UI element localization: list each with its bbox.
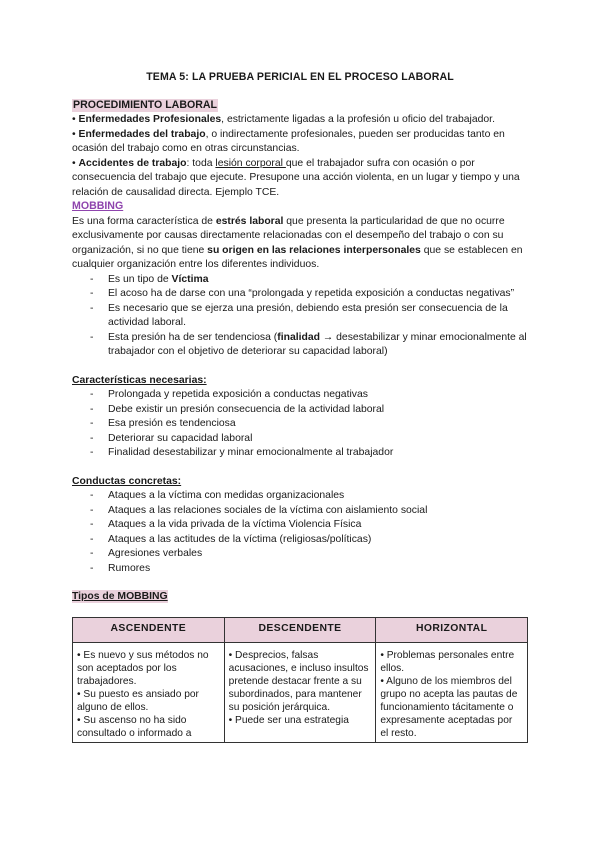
caracteristicas-list — [72, 388, 528, 461]
cell-descendente: • Desprecios, falsas acusaciones, e incluso insultos pretende destacar frente a su subordinados, para mantener su posición jerárquica. • Puede ser una estrategia — [224, 642, 376, 742]
column-header-horizontal: HORIZONTAL — [376, 617, 528, 642]
mobbing-intro: Es una forma característica de estrés laboral que presenta la particularidad de que no ocurre exclusivamente por causas directamente relacionadas con el desempeño del trabajo o con su organización, si no que tiene su origen en las relaciones interpersonales que se establecen en cualquier organización entre los diferentes individuos. — [72, 215, 523, 270]
list-item: - Debe existir un presión consecuencia de la actividad laboral — [90, 403, 385, 415]
list-item: - Prolongada y repetida exposición a conductas negativas — [90, 389, 368, 400]
conductas-list — [72, 489, 528, 576]
list-item: - El acoso ha de darse con una “prolongada y repetida exposición a conductas negativas” — [90, 288, 515, 299]
list-item: - Ataques a las relaciones sociales de la víctima con aislamiento social — [90, 504, 428, 516]
column-header-descendente: DESCENDENTE — [224, 617, 376, 642]
list-item: - Deteriorar su capacidad laboral — [90, 432, 253, 444]
item-term: Accidentes de trabajo — [78, 157, 187, 169]
mobbing-points — [72, 273, 528, 360]
procedimiento-item: • Enfermedades Profesionales, estrictamente ligadas a la profesión u oficio del trabajador. — [72, 114, 495, 125]
procedimiento-item: • Enfermedades del trabajo, o indirectamente profesionales, pueden ser producidas tanto en ocasión del trabajo como en otras circunstancias. — [72, 128, 505, 154]
item-term: Enfermedades del trabajo — [78, 128, 206, 140]
list-item: - Rumores — [90, 562, 151, 574]
table-header-row — [73, 617, 528, 642]
cell-ascendente: • Es nuevo y sus métodos no son aceptados por los trabajadores. • Su puesto es ansiado por alguno de ellos. • Su ascenso no ha sido consultado o informado a — [73, 642, 225, 742]
list-item: - Es necesario que se ejerza una presión, debiendo esta presión ser consecuencia de la actividad laboral. — [90, 302, 508, 328]
mobbing-heading: MOBBING — [72, 200, 124, 212]
list-item: - Es un tipo de Víctima — [90, 273, 209, 285]
tipos-table — [72, 617, 528, 743]
caracteristicas-section — [72, 374, 528, 461]
tipos-section — [72, 590, 528, 743]
document-page — [72, 70, 528, 743]
mobbing-section — [72, 200, 528, 360]
list-item: - Agresiones verbales — [90, 548, 203, 559]
list-item: - Esa presión es tendenciosa — [90, 418, 236, 429]
list-item: - Ataques a la vida privada de la víctima Violencia Física — [90, 519, 362, 530]
conductas-section — [72, 475, 528, 577]
item-term: Enfermedades Profesionales — [78, 114, 222, 125]
column-header-ascendente: ASCENDENTE — [73, 617, 225, 642]
list-item: - Ataques a la víctima con medidas organizacionales — [90, 490, 345, 501]
conductas-heading: Conductas concretas: — [72, 475, 182, 487]
procedimiento-heading: PROCEDIMIENTO LABORAL — [73, 98, 217, 111]
procedimiento-section — [72, 99, 528, 201]
procedimiento-item: • Accidentes de trabajo: toda lesión corporal que el trabajador sufra con ocasión o por consecuencia del trabajo que ejecute. Presupone una acción violenta, en un lugar y tiempo y una relación de causalidad directa. Ejemplo TCE. — [72, 157, 520, 198]
list-item: - Esta presión ha de ser tendenciosa (finalidad → desestabilizar y minar emocionalmente al trabajador con el objetivo de deteriorar su capacidad laboral) — [90, 331, 527, 357]
page-title: TEMA 5: LA PRUEBA PERICIAL EN EL PROCESO LABORAL — [146, 71, 454, 83]
tipos-heading: Tipos de MOBBING — [72, 591, 168, 602]
table-row — [73, 642, 528, 742]
cell-horizontal: • Problemas personales entre ellos. • Alguno de los miembros del grupo no acepta las pautas de funcionamiento tácitamente o expresamente aceptadas por el resto. — [376, 642, 528, 742]
underlined-phrase: lesión corporal — [215, 157, 286, 169]
list-item: - Ataques a las actitudes de la víctima (religiosas/políticas) — [90, 533, 372, 545]
caracteristicas-heading: Características necesarias: — [72, 374, 207, 386]
list-item: - Finalidad desestabilizar y minar emocionalmente al trabajador — [90, 447, 394, 458]
